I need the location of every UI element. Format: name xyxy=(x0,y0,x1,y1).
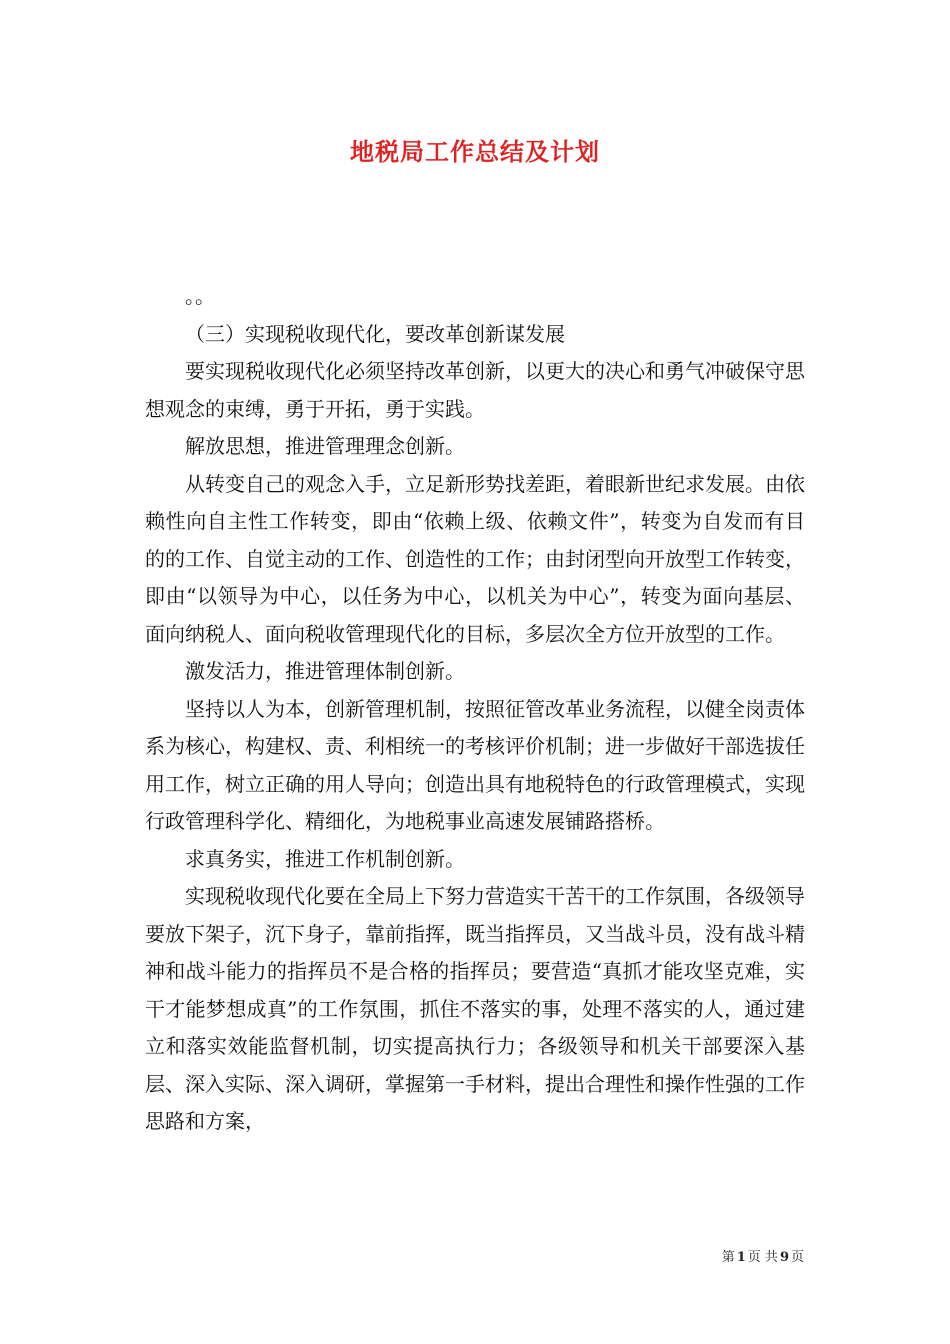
current-page-number: 1 xyxy=(736,1250,746,1265)
document-title: 地税局工作总结及计划 xyxy=(350,138,600,166)
paragraph: 坚持以人为本，创新管理机制，按照征管改革业务流程，以健全岗责体系为核心，构建权、责、利相统一的考核评价机制；进一步做好干部选拔任用工作，树立正确的用人导向；创造出具有地税特色的行政管理模式，实现行政管理科学化、精细化，为地税事业高速发展铺路搭桥。 xyxy=(145,696,805,833)
paragraph: 要实现税收现代化必须坚持改革创新，以更大的决心和勇气冲破保守思想观念的束缚，勇于开拓，勇于实践。 xyxy=(145,359,805,421)
section-heading: （三）实现税收现代化，要改革创新谋发展 xyxy=(185,321,565,346)
subheading: 激发活力，推进管理体制创新。 xyxy=(185,659,465,683)
footer-prefix: 第 xyxy=(721,1250,735,1265)
subheading: 求真务实，推进工作机制创新。 xyxy=(185,846,465,871)
paragraph: 实现税收现代化要在全局上下努力营造实干苦干的工作氛围，各级领导要放下架子，沉下身子，靠前指挥，既当指挥员，又当战斗员，没有战斗精神和战斗能力的指挥员不是合格的指挥员；要营造“真抓才能攻坚克难，实干才能梦想成真”的工作氛围，抓住不落实的事，处理不落实的人，通过建立和落实效能监督机制，切实提高执行力；各级领导和机关干部要深入基层、深入实际、深入调研，掌握第一手材料，提出合理性和操作性强的工作思路和方案， xyxy=(145,884,805,1133)
paragraph: 。。 xyxy=(185,284,215,308)
document-body xyxy=(145,278,805,1141)
footer-middle: 页 共 xyxy=(747,1250,778,1265)
total-pages-number: 9 xyxy=(779,1250,789,1265)
footer-suffix: 页 xyxy=(790,1250,804,1265)
paragraph: 从转变自己的观念入手，立足新形势找差距，着眼新世纪求发展。由依赖性向自主性工作转变，即由“依赖上级、依赖文件”，转变为自发而有目的的工作、自觉主动的工作、创造性的工作；由封闭型向开放型工作转变，即由“以领导为中心，以任务为中心，以机关为中心”，转变为面向基层、面向纳税人、面向税收管理现代化的目标，多层次全方位开放型的工作。 xyxy=(145,471,805,646)
page-number-footer xyxy=(722,1246,804,1265)
subheading: 解放思想，推进管理理念创新。 xyxy=(185,434,465,458)
